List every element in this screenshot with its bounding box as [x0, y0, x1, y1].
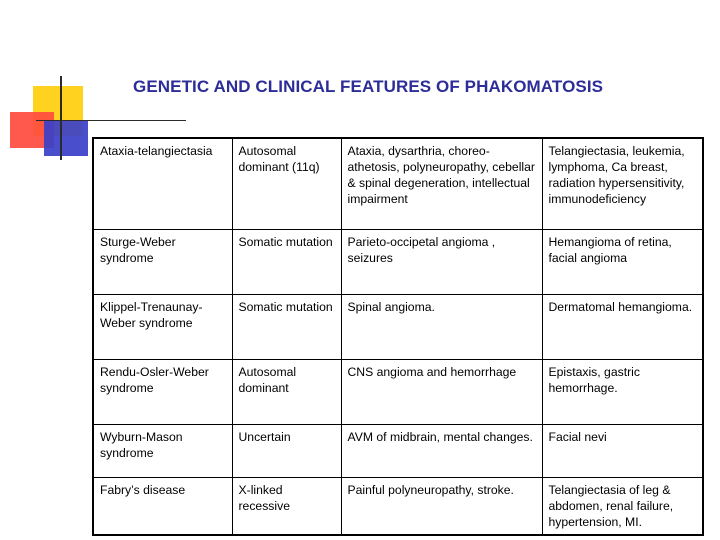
decor-vertical-line [60, 76, 62, 160]
disease-cell: Ataxia-telangiectasia [93, 138, 232, 230]
other-features-cell: Telangiectasia of leg & abdomen, renal failure, hypertension, MI. [542, 478, 703, 536]
other-features-cell: Hemangioma of retina, facial angioma [542, 230, 703, 295]
genetics-cell: Autosomal dominant (11q) [232, 138, 341, 230]
other-features-cell: Epistaxis, gastric hemorrhage. [542, 360, 703, 425]
genetics-cell: Somatic mutation [232, 230, 341, 295]
table-row [93, 230, 703, 295]
decor-blue-square [44, 121, 88, 156]
disease-cell: Rendu-Osler-Weber syndrome [93, 360, 232, 425]
table-row [93, 138, 703, 230]
other-features-cell: Facial nevi [542, 425, 703, 478]
neuro-features-cell: Parieto-occipetal angioma , seizures [341, 230, 542, 295]
neuro-features-cell: Spinal angioma. [341, 295, 542, 360]
other-features-cell: Telangiectasia, leukemia, lymphoma, Ca breast, radiation hypersensitivity, immunodeficiency [542, 138, 703, 230]
table-row [93, 478, 703, 536]
neuro-features-cell: Painful polyneuropathy, stroke. [341, 478, 542, 536]
disease-cell: Klippel-Trenaunay-Weber syndrome [93, 295, 232, 360]
neuro-features-cell: AVM of midbrain, mental changes. [341, 425, 542, 478]
table-row [93, 425, 703, 478]
table-row [93, 360, 703, 425]
slide-title: GENETIC AND CLINICAL FEATURES OF PHAKOMATOSIS [133, 77, 604, 96]
features-table [92, 137, 704, 536]
table-row [93, 295, 703, 360]
disease-cell: Fabry’s disease [93, 478, 232, 536]
neuro-features-cell: Ataxia, dysarthria, choreo-athetosis, polyneuropathy, cebellar & spinal degeneration, intellectual impairment [341, 138, 542, 230]
disease-cell: Wyburn-Mason syndrome [93, 425, 232, 478]
genetics-cell: Somatic mutation [232, 295, 341, 360]
disease-cell: Sturge-Weber syndrome [93, 230, 232, 295]
neuro-features-cell: CNS angioma and hemorrhage [341, 360, 542, 425]
genetics-cell: Autosomal dominant [232, 360, 341, 425]
genetics-cell: Uncertain [232, 425, 341, 478]
genetics-cell: X-linked recessive [232, 478, 341, 536]
decor-horizontal-line [36, 120, 186, 121]
other-features-cell: Dermatomal hemangioma. [542, 295, 703, 360]
